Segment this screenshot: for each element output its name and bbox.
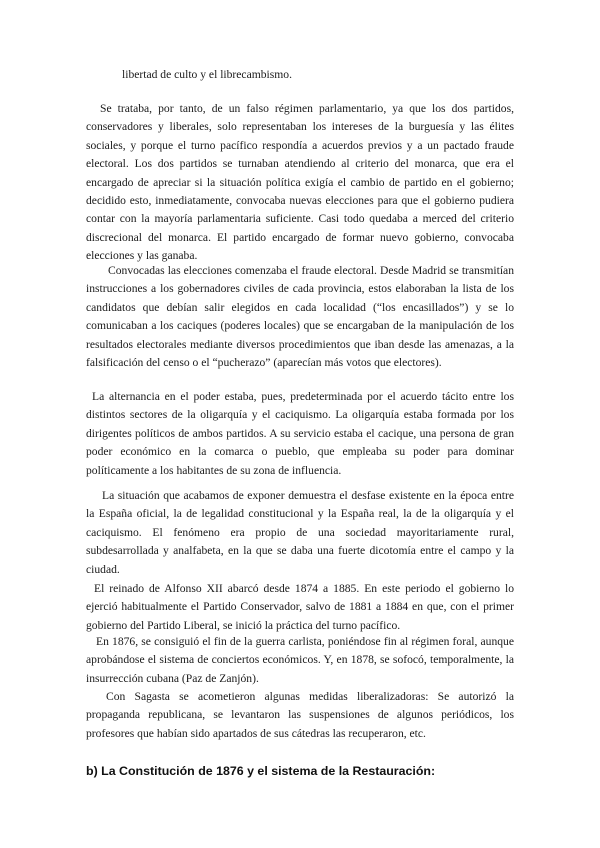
paragraph-situation: La situación que acabamos de exponer demuestra el desfase existente en la época entre la España oficial, la de legalidad constitucional y la España real, la de la oligarquía y el caciquismo. El fenómeno era propio de una sociedad mayoritariamente rural, subdesarrollada y analfabeta, en la que se daba una fuerte dicotomía entre el campo y la ciudad.: [86, 489, 514, 576]
paragraph-sagasta: Con Sagasta se acometieron algunas medidas liberalizadoras: Se autorizó la propaganda republicana, se levantaron las suspensiones de algunos periódicos, los profesores que habían sido apartados de sus cátedras las recuperaron, etc.: [86, 690, 514, 740]
paragraph-electoral-fraud: Convocadas las elecciones comenzaba el fraude electoral. Desde Madrid se transmitían instrucciones a los gobernadores civiles de cada provincia, estos elaboraban la lista de los candidatos que debían salir elegidos en cada localidad (“los encasillados”) y se lo comunicaban a los caciques (poderes locales) que se encargaban de la manipulación de los resultados electorales mediante diversos procedimientos que iban desde las amenazas, a la falsificación del censo o el “pucherazo” (aparecían más votos que electores).: [86, 264, 514, 370]
paragraph-carlist-war: En 1876, se consiguió el fin de la guerra carlista, poniéndose fin al régimen foral, aunque aprobándose el sistema de conciertos económicos. Y, en 1878, se sofocó, temporalmente, la insurrección cubana (Paz de Zanjón).: [86, 635, 514, 685]
section-heading: b) La Constitución de 1876 y el sistema de la Restauración:: [86, 764, 436, 778]
paragraph-continuation: libertad de culto y el librecambismo.: [122, 68, 292, 81]
paragraph-parliamentary-regime: Se trataba, por tanto, de un falso régimen parlamentario, ya que los dos partidos, conservadores y liberales, solo representaban los intereses de la burguesía y las élites sociales, y porque el turno pacífico respondía a acuerdos previos y a un pactado fraude electoral. Los dos partidos se turnaban atendiendo al criterio del monarca, que era el encargado de apreciar si la situación política exigía el cambio de partido en el gobierno; decidido esto, inmediatamente, convocaba nuevas elecciones para que el gobierno pudiera contar con la mayoría parlamentaria suficiente. Casi todo quedaba a merced del criterio discrecional del monarca. El partido encargado de formar nuevo gobierno, convocaba elecciones y las ganaba.: [86, 102, 514, 263]
paragraph-alternation: La alternancia en el poder estaba, pues, predeterminada por el acuerdo tácito entre los distintos sectores de la oligarquía y el caciquismo. La oligarquía estaba formada por los dirigentes políticos de ambos partidos. A su servicio estaba el cacique, una persona de gran poder económico en la comarca o pueblo, que empleaba su poder para dominar políticamente a los habitantes de su zona de influencia.: [86, 390, 514, 477]
paragraph-alfonso-xii: El reinado de Alfonso XII abarcó desde 1874 a 1885. En este periodo el gobierno lo ejerció habitualmente el Partido Conservador, salvo de 1881 a 1884 en que, con el primer gobierno del Partido Liberal, se inició la práctica del turno pacífico.: [86, 582, 514, 632]
